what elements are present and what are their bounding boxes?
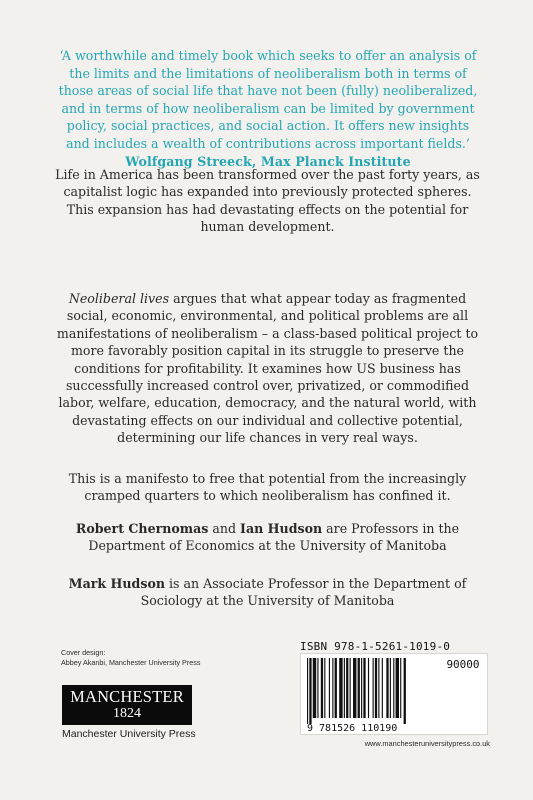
barcode-bar [346,658,348,718]
author-conjunction: and [208,521,241,536]
publisher-name: Manchester University Press [62,728,196,740]
author-bio-1 [55,520,480,555]
barcode-bar [382,658,383,718]
blurb-paragraph-2-text: argues that what appear today as fragmented social, economic, environmental, and political problems are all manifestations of neoliberalism – a class-based political project to more favorably position capital in its struggle to preserve the conditions for profitability. It examines how US business has successfully increased control over, privatized, or commodified labor, welfare, education, democracy, and the natural world, with devastating effects on our individual and collective potential, determining our life chances in very real ways. [56,291,479,446]
barcode-bar [321,658,323,718]
logo-name: MANCHESTER [70,687,184,706]
logo-year: 1824 [113,706,141,721]
barcode-bar [361,658,362,718]
book-title: Neoliberal lives [68,291,170,306]
barcode-bar [386,658,388,718]
quote-line: policy, social practices, and social action. It offers new insights [66,118,470,134]
quote-line: ‘A worthwhile and timely book which seeks to offer an analysis of [59,48,477,63]
barcode-bar [368,658,369,718]
barcode-bar [324,658,325,718]
barcode [300,653,488,735]
author-name: Ian Hudson [240,521,323,536]
barcode-digits: 9 781526 110190 [307,723,398,732]
author-bio-text: are Professors in the Department of Economics at the University of Manitoba [88,521,460,554]
cover-credit-designer: Abbey Akanbi, Manchester University Press [61,657,201,667]
author-bio-text: is an Associate Professor in the Department of Sociology at the University of Manitoba [140,576,467,609]
blurb-paragraph-1: Life in America has been transformed over the past forty years, as capitalist logic has expanded into previously protected spheres. This expansion has had devastating effects on the potential for human development. [55,167,480,235]
barcode-bar [400,658,401,718]
publisher-logo [62,685,192,725]
blurb-paragraph-3: This is a manifesto to free that potential from the increasingly cramped quarters to which neoliberalism has confined it. [68,471,467,504]
barcode-bar [307,658,308,724]
barcode-bar [358,658,360,718]
barcode-bar [344,658,345,718]
quote-line: those areas of social life that have not been (fully) neoliberalized, [58,83,478,99]
blurb-paragraph-2 [55,290,480,447]
barcode-bar [335,658,337,718]
author-name: Mark Hudson [68,576,165,591]
barcode-bar [404,658,406,724]
barcode-bar [353,658,356,718]
barcode-bar [375,658,377,718]
publisher-website: www.manchesteruniversitypress.co.uk [364,739,490,748]
barcode-bar [363,658,365,718]
author-name: Robert Chernomas [75,521,209,536]
barcode-bar [396,658,399,718]
barcode-bar [339,658,342,718]
barcode-bar [317,658,318,718]
barcode-block [300,640,490,752]
quote-line: and in terms of how neoliberalism can be limited by government [61,100,475,116]
barcode-bar [393,658,394,718]
author-bio-2 [55,575,480,610]
quote-line: the limits and the limitations of neoliberalism both in terms of [69,65,467,81]
barcode-bar [329,658,330,718]
barcode-bar [309,658,311,724]
cover-credit [61,648,251,667]
cover-credit-label: Cover design: [61,648,106,657]
barcode-bar [332,658,333,718]
barcode-bar [390,658,391,718]
quote-line: and includes a wealth of contributions across important fields.’ [66,135,470,151]
barcode-addon: 90000 [446,658,480,671]
quote-attribution: Wolfgang Streeck, Max Planck Institute [125,153,411,169]
barcode-bar [378,658,379,718]
endorsement-quote [44,47,492,170]
barcode-bar [373,658,374,718]
barcode-bar [313,658,316,718]
barcode-bars [305,658,437,732]
isbn-text: ISBN 978-1-5261-1019-0 [300,640,451,653]
barcode-bar [350,658,351,718]
